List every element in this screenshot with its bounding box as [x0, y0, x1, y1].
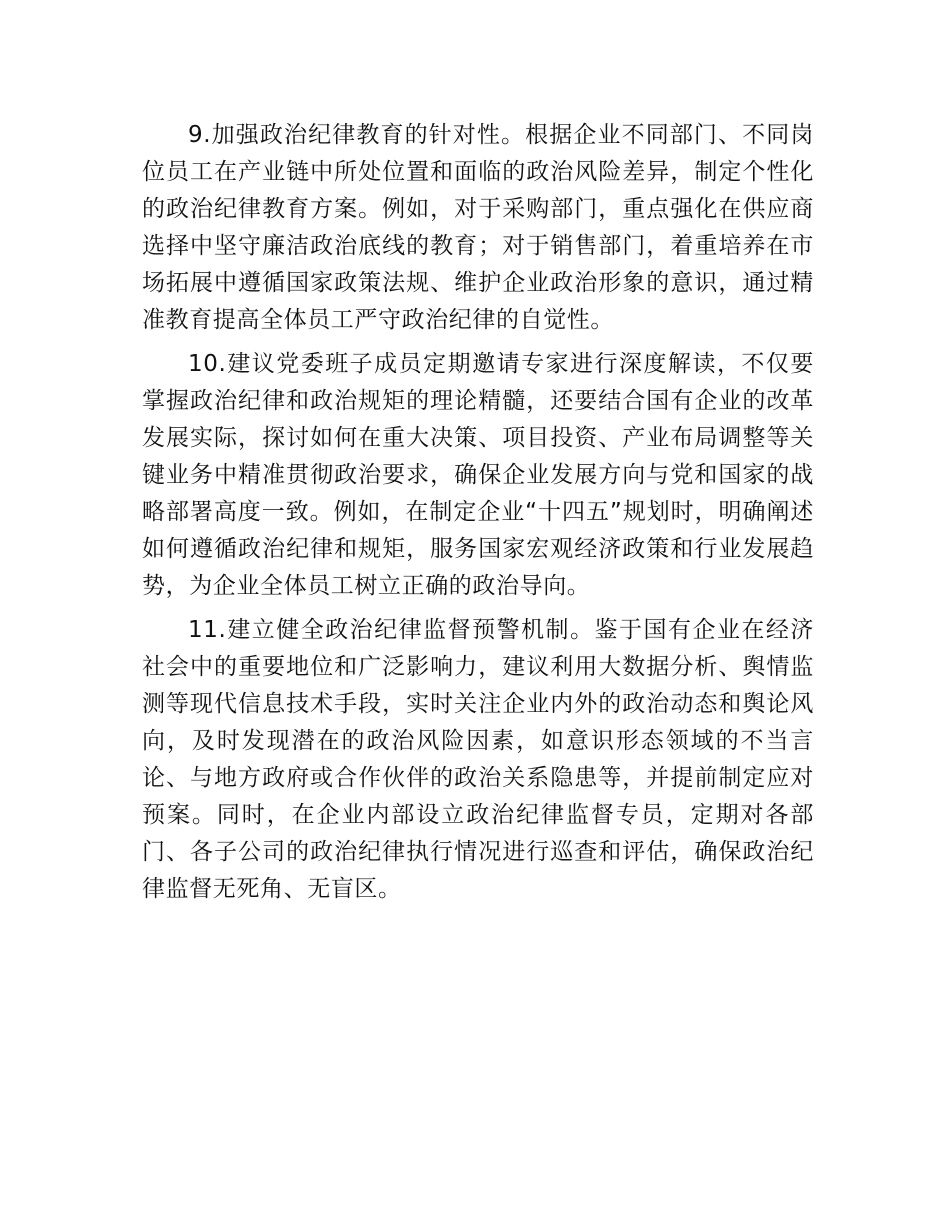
paragraph-9: 9.加强政治纪律教育的针对性。根据企业不同部门、不同岗位员工在产业链中所处位置和面临的政治风险差异，制定个性化的政治纪律教育方案。例如，对于采购部门，重点强化在供应商选择中坚守廉洁政治底线的教育；对于销售部门，着重培养在市场拓展中遵循国家政策法规、维护企业政治形象的意识，通过精准教育提高全体员工严守政治纪律的自觉性。: [142, 122, 814, 333]
document-body: [142, 117, 814, 915]
paragraph-11: 11.建立健全政治纪律监督预警机制。鉴于国有企业在经济社会中的重要地位和广泛影响力，建议利用大数据分析、舆情监测等现代信息技术手段，实时关注企业内外的政治动态和舆论风向，及时发现潜在的政治风险因素，如意识形态领域的不当言论、与地方政府或合作伙伴的政治关系隐患等，并提前制定应对预案。同时，在企业内部设立政治纪律监督专员，定期对各部门、各子公司的政治纪律执行情况进行巡查和评估，确保政治纪律监督无死角、无盲区。: [142, 617, 814, 902]
paragraph-10: 10.建议党委班子成员定期邀请专家进行深度解读，不仅要掌握政治纪律和政治规矩的理论精髓，还要结合国有企业的改革发展实际，探讨如何在重大决策、项目投资、产业布局调整等关键业务中精准贯彻政治要求，确保企业发展方向与党和国家的战略部署高度一致。例如，在制定企业“十四五”规划时，明确阐述如何遵循政治纪律和规矩，服务国家宏观经济政策和行业发展趋势，为企业全体员工树立正确的政治导向。: [142, 351, 814, 599]
